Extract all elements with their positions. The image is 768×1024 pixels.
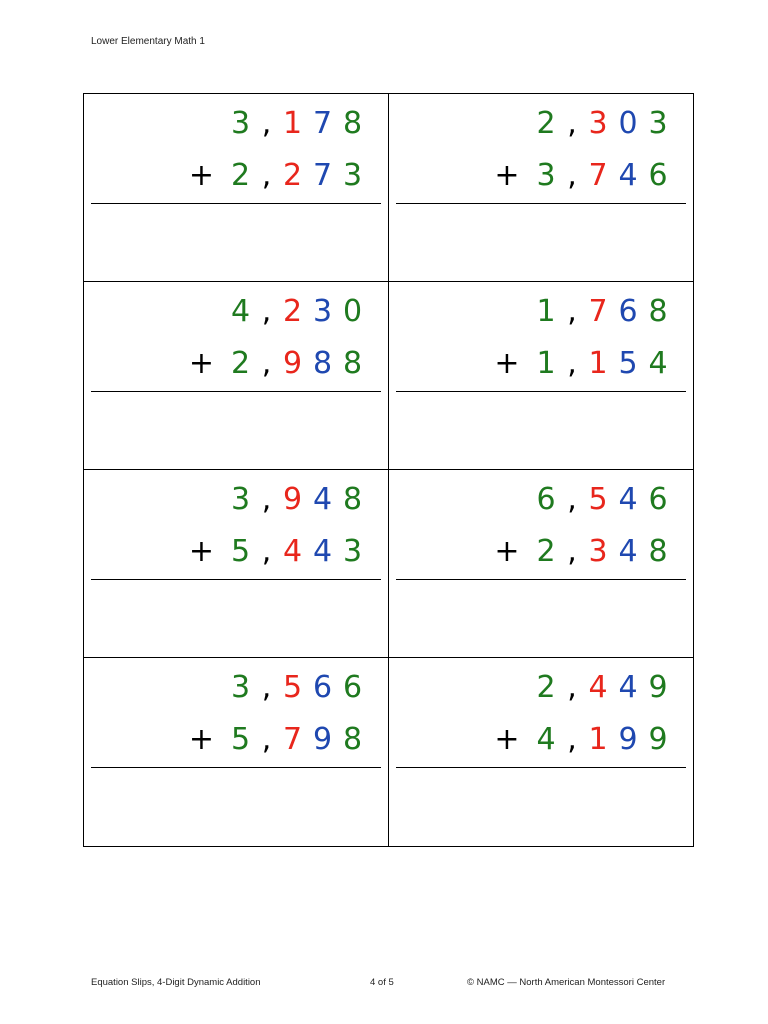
thousands-digit: 2 — [230, 158, 251, 193]
answer-line — [91, 203, 381, 204]
hundreds-digit: 2 — [282, 158, 303, 193]
first-addend — [531, 668, 673, 708]
answer-line — [91, 579, 381, 580]
plus-sign: + — [494, 346, 520, 381]
thousands-digit: 3 — [230, 670, 251, 705]
tens-digit: 4 — [618, 534, 638, 569]
thousands-digit: 5 — [230, 722, 251, 757]
units-digit: 3 — [648, 106, 668, 141]
equation-slips-grid — [83, 93, 694, 847]
thousands-separator: , — [567, 346, 577, 381]
units-digit: 9 — [648, 722, 668, 757]
tens-digit: 7 — [312, 106, 333, 141]
units-digit: 6 — [648, 482, 668, 517]
plus-sign: + — [188, 722, 215, 757]
equation-slip — [84, 470, 389, 658]
thousands-separator: , — [567, 106, 577, 141]
answer-line — [396, 579, 687, 580]
footer-copyright: © NAMC — North American Montessori Center — [467, 977, 666, 988]
units-digit: 9 — [648, 670, 668, 705]
units-digit: 8 — [648, 534, 668, 569]
equation-slip — [389, 658, 694, 846]
first-addend — [531, 480, 673, 520]
units-digit: 8 — [342, 346, 363, 381]
equation-slip — [389, 94, 694, 282]
first-addend — [226, 104, 368, 144]
thousands-separator: , — [567, 722, 577, 757]
second-addend — [483, 156, 673, 196]
thousands-digit: 1 — [536, 346, 556, 381]
plus-sign: + — [494, 722, 520, 757]
tens-digit: 8 — [312, 346, 333, 381]
hundreds-digit: 3 — [588, 106, 608, 141]
answer-line — [396, 203, 687, 204]
thousands-digit: 2 — [536, 670, 556, 705]
thousands-separator: , — [261, 670, 272, 705]
thousands-digit: 2 — [230, 346, 251, 381]
thousands-separator: , — [261, 482, 272, 517]
thousands-separator: , — [261, 346, 272, 381]
tens-digit: 4 — [312, 482, 333, 517]
tens-digit: 4 — [618, 482, 638, 517]
hundreds-digit: 5 — [588, 482, 608, 517]
units-digit: 8 — [342, 482, 363, 517]
hundreds-digit: 1 — [588, 346, 608, 381]
thousands-digit: 4 — [230, 294, 251, 329]
hundreds-digit: 1 — [282, 106, 303, 141]
thousands-digit: 6 — [536, 482, 556, 517]
second-addend — [178, 720, 368, 760]
thousands-digit: 2 — [536, 534, 556, 569]
answer-line — [91, 767, 381, 768]
tens-digit: 6 — [312, 670, 333, 705]
equation-slip — [389, 282, 694, 470]
equation-slip — [84, 282, 389, 470]
page-number: 4 of 5 — [370, 977, 394, 988]
plus-sign: + — [494, 158, 520, 193]
tens-digit: 7 — [312, 158, 333, 193]
first-addend — [226, 292, 368, 332]
plus-sign: + — [494, 534, 520, 569]
thousands-separator: , — [261, 106, 272, 141]
first-addend — [531, 104, 673, 144]
units-digit: 0 — [342, 294, 363, 329]
equation-slip — [84, 94, 389, 282]
units-digit: 8 — [342, 722, 363, 757]
hundreds-digit: 4 — [588, 670, 608, 705]
hundreds-digit: 5 — [282, 670, 303, 705]
hundreds-digit: 7 — [588, 158, 608, 193]
units-digit: 3 — [342, 158, 363, 193]
units-digit: 8 — [648, 294, 668, 329]
second-addend — [483, 532, 673, 572]
units-digit: 6 — [342, 670, 363, 705]
tens-digit: 9 — [618, 722, 638, 757]
thousands-separator: , — [567, 482, 577, 517]
tens-digit: 0 — [618, 106, 638, 141]
hundreds-digit: 1 — [588, 722, 608, 757]
thousands-separator: , — [261, 722, 272, 757]
thousands-digit: 3 — [230, 106, 251, 141]
thousands-separator: , — [567, 534, 577, 569]
second-addend — [483, 344, 673, 384]
units-digit: 4 — [648, 346, 668, 381]
thousands-digit: 4 — [536, 722, 556, 757]
hundreds-digit: 3 — [588, 534, 608, 569]
tens-digit: 9 — [312, 722, 333, 757]
hundreds-digit: 9 — [282, 346, 303, 381]
tens-digit: 4 — [618, 158, 638, 193]
first-addend — [226, 668, 368, 708]
hundreds-digit: 2 — [282, 294, 303, 329]
thousands-separator: , — [261, 534, 272, 569]
answer-line — [91, 391, 381, 392]
first-addend — [531, 292, 673, 332]
units-digit: 3 — [342, 534, 363, 569]
hundreds-digit: 7 — [282, 722, 303, 757]
tens-digit: 3 — [312, 294, 333, 329]
hundreds-digit: 4 — [282, 534, 303, 569]
second-addend — [483, 720, 673, 760]
second-addend — [178, 344, 368, 384]
hundreds-digit: 7 — [588, 294, 608, 329]
thousands-separator: , — [261, 294, 272, 329]
thousands-separator: , — [567, 294, 577, 329]
tens-digit: 6 — [618, 294, 638, 329]
second-addend — [178, 532, 368, 572]
tens-digit: 4 — [618, 670, 638, 705]
first-addend — [226, 480, 368, 520]
tens-digit: 4 — [312, 534, 333, 569]
plus-sign: + — [188, 534, 215, 569]
footer-title: Equation Slips, 4-Digit Dynamic Addition — [91, 977, 261, 988]
answer-line — [396, 767, 687, 768]
thousands-digit: 2 — [536, 106, 556, 141]
plus-sign: + — [188, 158, 215, 193]
units-digit: 8 — [342, 106, 363, 141]
units-digit: 6 — [648, 158, 668, 193]
hundreds-digit: 9 — [282, 482, 303, 517]
plus-sign: + — [188, 346, 215, 381]
thousands-digit: 1 — [536, 294, 556, 329]
document-header: Lower Elementary Math 1 — [91, 36, 205, 47]
tens-digit: 5 — [618, 346, 638, 381]
thousands-digit: 3 — [230, 482, 251, 517]
thousands-digit: 5 — [230, 534, 251, 569]
thousands-separator: , — [567, 670, 577, 705]
equation-slip — [84, 658, 389, 846]
answer-line — [396, 391, 687, 392]
equation-slip — [389, 470, 694, 658]
second-addend — [178, 156, 368, 196]
thousands-separator: , — [567, 158, 577, 193]
thousands-separator: , — [261, 158, 272, 193]
thousands-digit: 3 — [536, 158, 556, 193]
